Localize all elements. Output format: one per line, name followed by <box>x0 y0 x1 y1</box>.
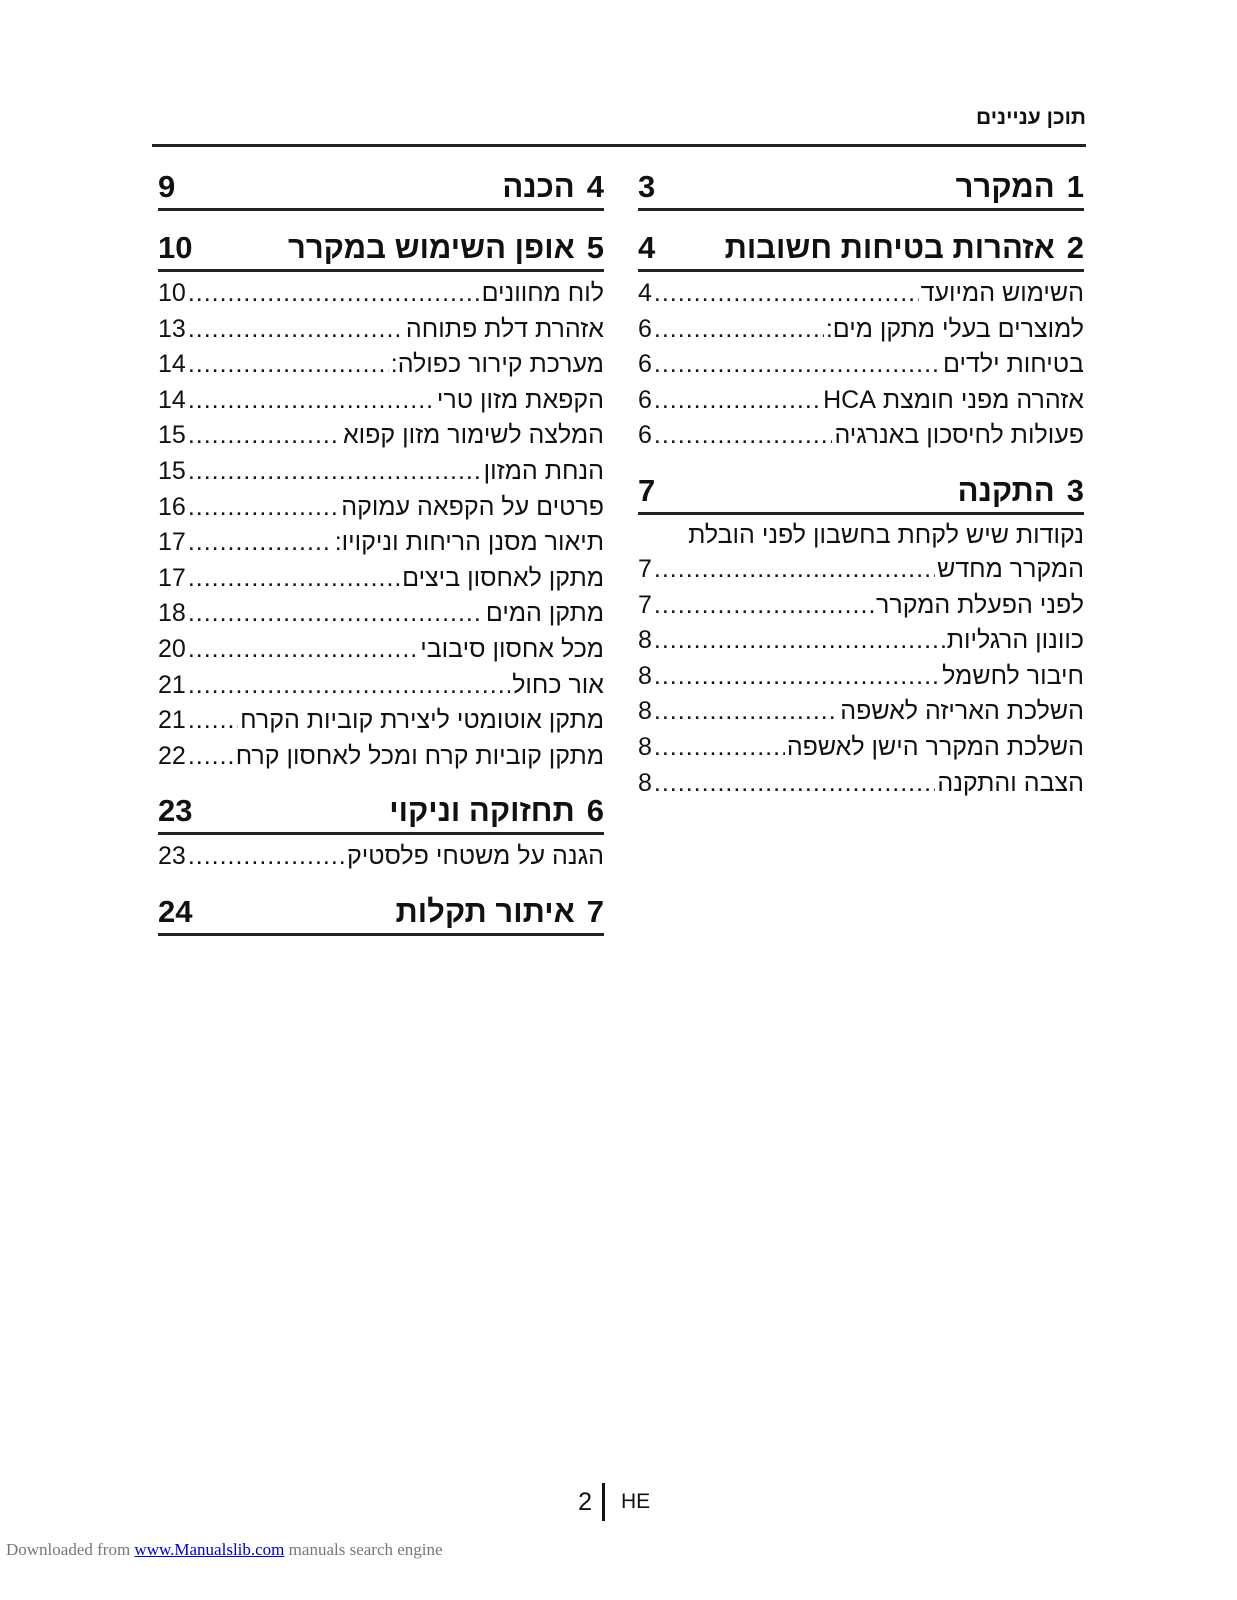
dot-leader <box>188 418 341 454</box>
section-number: 1 <box>1066 169 1084 204</box>
toc-entry[interactable] <box>158 347 604 383</box>
section-page-number: 10 <box>158 230 193 265</box>
entry-page-number: 10 <box>158 279 186 307</box>
page-number: 2 <box>578 1487 592 1516</box>
entry-text: תיאור מסנן הריחות וניקויו: <box>334 528 604 557</box>
toc-right-column <box>638 168 1084 819</box>
section-title-text: אופן השימוש במקרר <box>287 230 575 265</box>
toc-entry[interactable] <box>158 276 604 312</box>
entry-page-number: 17 <box>158 528 186 557</box>
page-footer <box>570 1483 650 1521</box>
toc-section <box>158 792 604 875</box>
section-title-text: איתור תקלות <box>395 893 575 929</box>
section-title-text: המקרר <box>955 169 1055 204</box>
entry-page-number: 15 <box>158 456 186 485</box>
dot-leader <box>654 276 919 312</box>
section-page-number: 23 <box>158 793 193 829</box>
header-divider <box>152 144 1086 147</box>
entry-page-number: 13 <box>158 314 186 343</box>
dot-leader <box>188 312 404 348</box>
dot-leader <box>188 525 333 561</box>
toc-entry[interactable] <box>638 766 1084 802</box>
toc-entry[interactable] <box>158 739 604 775</box>
toc-entry[interactable] <box>638 312 1084 348</box>
dot-leader <box>188 561 400 597</box>
toc-section <box>158 168 604 211</box>
toc-entry[interactable] <box>638 694 1084 730</box>
entry-text: לוח מחוונים <box>481 279 604 307</box>
toc-entry[interactable] <box>638 659 1084 695</box>
entry-page-number: 15 <box>158 421 186 450</box>
dot-leader <box>188 632 418 668</box>
entry-page-number: 7 <box>638 554 652 583</box>
section-title <box>725 229 1084 267</box>
entry-text: לפני הפעלת המקרר <box>876 590 1084 619</box>
dot-leader <box>188 383 435 419</box>
entry-text: אור כחול <box>512 670 604 699</box>
section-title <box>389 792 604 830</box>
dot-leader <box>654 588 874 624</box>
entry-text: מתקן אוטומטי ליצירת קוביות הקרח <box>240 706 604 735</box>
toc-entry[interactable] <box>638 347 1084 383</box>
section-title <box>288 229 604 267</box>
section-heading <box>638 472 1084 515</box>
section-title-text: הכנה <box>502 169 575 204</box>
section-page-number: 3 <box>638 169 656 204</box>
entry-list <box>158 272 604 774</box>
entry-page-number: 21 <box>158 670 186 699</box>
section-heading <box>158 168 604 211</box>
entry-page-number: 16 <box>158 492 186 521</box>
dot-leader <box>188 739 234 775</box>
entry-page-number: 8 <box>638 732 652 761</box>
toc-entry[interactable] <box>158 561 604 597</box>
entry-page-number: 6 <box>638 385 652 414</box>
toc-entry[interactable] <box>638 588 1084 624</box>
section-number: 4 <box>586 169 604 204</box>
section-number: 2 <box>1066 230 1084 265</box>
entry-text: פעולות לחיסכון באנרגיה <box>834 421 1084 450</box>
toc-entry[interactable] <box>638 276 1084 312</box>
toc-entry[interactable] <box>638 552 1084 588</box>
manualslib-link[interactable]: www.Manualslib.com <box>134 1540 285 1559</box>
entry-page-number: 7 <box>638 590 652 619</box>
language-code: HE <box>621 1490 651 1513</box>
toc-section <box>158 893 604 936</box>
entry-page-number: 23 <box>158 842 186 871</box>
dot-leader <box>188 276 480 312</box>
entry-page-number: 6 <box>638 314 652 343</box>
entry-page-number: 6 <box>638 421 652 450</box>
toc-entry[interactable] <box>158 525 604 561</box>
entry-text: הקפאת מזון טרי <box>436 385 604 414</box>
dot-leader <box>188 490 339 526</box>
entry-list <box>638 272 1084 454</box>
section-page-number: 7 <box>638 472 656 508</box>
entry-text: כוונון הרגליות <box>946 626 1084 655</box>
dot-leader <box>188 703 238 739</box>
section-heading <box>158 893 604 936</box>
entry-page-number: 21 <box>158 706 186 735</box>
toc-left-column <box>158 168 604 954</box>
section-title <box>958 472 1084 510</box>
entry-text: הצבה והתקנה <box>937 768 1084 797</box>
toc-entry[interactable] <box>158 454 604 490</box>
section-page-number: 9 <box>158 169 176 204</box>
entry-list <box>158 835 604 875</box>
entry-text: מתקן המים <box>485 599 604 628</box>
dot-leader <box>654 730 785 766</box>
entry-text: מתקן לאחסון ביצים <box>402 563 604 592</box>
dot-leader <box>188 839 345 875</box>
toc-entry[interactable] <box>638 623 1084 659</box>
entry-text: הגנה על משטחי פלסטיק <box>346 842 604 871</box>
entry-text: השימוש המיועד <box>920 279 1084 307</box>
section-title <box>396 893 604 931</box>
entry-text: השלכת האריזה לאשפה <box>840 697 1084 726</box>
entry-text: למוצרים בעלי מתקן מים: <box>825 314 1084 343</box>
toc-entry[interactable] <box>638 730 1084 766</box>
toc-section <box>638 472 1084 801</box>
entry-text: המלצה לשימור מזון קפוא <box>342 421 604 450</box>
entry-text: מתקן קוביות קרח ומכל לאחסון קרח <box>235 741 604 770</box>
entry-note: נקודות שיש לקחת בחשבון לפני הובלת <box>688 520 1084 549</box>
section-title-text: תחזוקה וניקוי <box>389 793 575 829</box>
entry-text: השלכת המקרר הישן לאשפה <box>786 732 1084 761</box>
entry-text: אזהרת דלת פתוחה <box>405 314 604 343</box>
entry-text: מכל אחסון סיבובי <box>420 634 604 663</box>
section-number: 6 <box>586 793 604 829</box>
section-title <box>502 168 604 206</box>
page-header: תוכן עניינים <box>975 106 1086 129</box>
dot-leader <box>654 766 935 802</box>
toc-entry[interactable] <box>158 312 604 348</box>
footer-divider <box>602 1483 605 1521</box>
toc-entry[interactable] <box>158 596 604 632</box>
download-prefix: Downloaded from <box>6 1540 135 1559</box>
dot-leader <box>654 552 935 588</box>
entry-page-number: 8 <box>638 661 652 690</box>
section-title-text: התקנה <box>957 472 1055 508</box>
section-title-text: אזהרות בטיחות חשובות <box>724 230 1055 265</box>
entry-page-number: 17 <box>158 563 186 592</box>
dot-leader <box>654 383 821 419</box>
entry-text: בטיחות ילדים <box>943 350 1084 379</box>
dot-leader <box>188 596 484 632</box>
dot-leader <box>654 659 940 695</box>
entry-text: הנחת המזון <box>483 456 604 485</box>
download-note <box>6 1540 443 1560</box>
toc-entry[interactable] <box>158 418 604 454</box>
entry-page-number: 8 <box>638 768 652 797</box>
toc-entry[interactable] <box>158 668 604 704</box>
dot-leader <box>654 418 833 454</box>
entry-list <box>638 515 1084 801</box>
dot-leader <box>654 623 945 659</box>
dot-leader <box>654 347 941 383</box>
entry-text: אזהרה מפני חומצת HCA <box>823 385 1084 414</box>
entry-page-number: 18 <box>158 599 186 628</box>
section-heading <box>158 792 604 835</box>
section-number: 5 <box>586 230 604 265</box>
section-heading <box>158 229 604 272</box>
download-suffix: manuals search engine <box>284 1540 443 1559</box>
toc-section <box>638 229 1084 454</box>
entry-page-number: 4 <box>638 279 652 307</box>
entry-page-number: 6 <box>638 350 652 379</box>
entry-page-number: 8 <box>638 626 652 655</box>
entry-text: חיבור לחשמל <box>942 661 1084 690</box>
toc-entry[interactable] <box>638 383 1084 419</box>
toc-entry[interactable] <box>158 703 604 739</box>
section-number: 3 <box>1066 472 1084 508</box>
dot-leader <box>188 668 510 704</box>
section-number: 7 <box>586 893 604 929</box>
section-page-number: 24 <box>158 893 193 929</box>
toc-entry[interactable] <box>158 839 604 875</box>
toc-section <box>638 168 1084 211</box>
entry-page-number: 20 <box>158 634 186 663</box>
entry-text: פרטים על הקפאה עמוקה <box>341 492 604 521</box>
dot-leader <box>188 347 389 383</box>
entry-text: המקרר מחדש <box>937 554 1084 583</box>
dot-leader <box>654 694 838 730</box>
entry-page-number: 22 <box>158 741 186 770</box>
dot-leader <box>654 312 824 348</box>
dot-leader <box>188 454 482 490</box>
entry-page-number: 14 <box>158 350 186 379</box>
toc-section <box>158 229 604 774</box>
section-heading <box>638 229 1084 272</box>
toc-entry[interactable] <box>638 418 1084 454</box>
section-title <box>956 168 1084 206</box>
section-page-number: 4 <box>638 230 656 265</box>
section-heading <box>638 168 1084 211</box>
toc-entry[interactable] <box>158 632 604 668</box>
entry-text: מערכת קירור כפולה: <box>390 350 604 379</box>
entry-page-number: 14 <box>158 385 186 414</box>
entry-page-number: 8 <box>638 697 652 726</box>
toc-entry[interactable] <box>158 490 604 526</box>
toc-entry[interactable] <box>158 383 604 419</box>
